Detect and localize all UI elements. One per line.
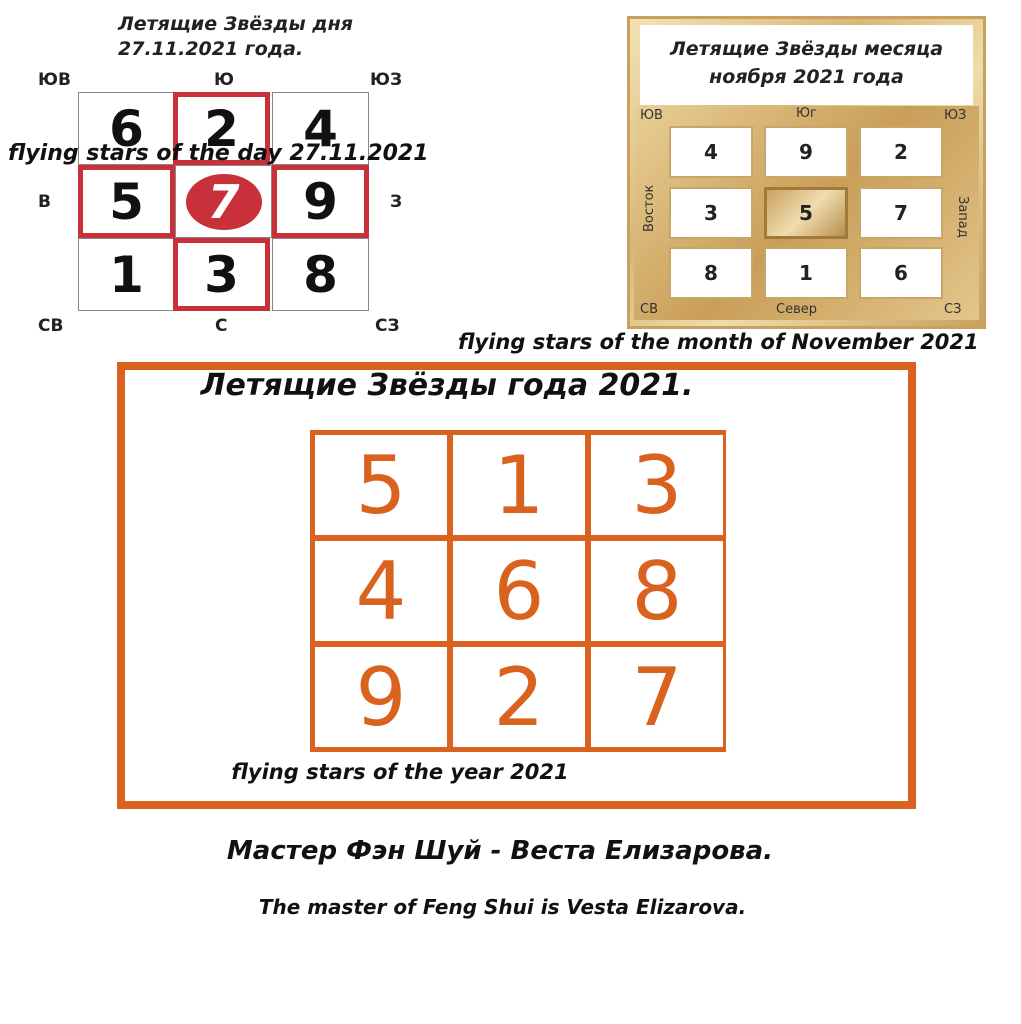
year-cell: 8: [588, 538, 726, 644]
month-dir-south: Юг: [796, 106, 817, 121]
day-dir-northwest: СЗ: [375, 316, 400, 336]
day-dir-southeast: ЮВ: [38, 70, 71, 90]
year-cell: 1: [450, 432, 588, 538]
year-cell: 4: [312, 538, 450, 644]
year-caption: flying stars of the year 2021: [231, 760, 569, 784]
month-title-line2: ноября 2021 года: [709, 66, 904, 88]
day-cell: 1: [78, 238, 175, 311]
day-title-line2: 27.11.2021 года.: [118, 38, 304, 60]
year-cell-center: 6: [450, 538, 588, 644]
month-dir-west: Запад: [955, 196, 970, 238]
day-dir-west: З: [390, 192, 403, 212]
day-cell: 9: [272, 165, 369, 238]
day-cell: 6: [78, 92, 175, 165]
day-caption: flying stars of the day 27.11.2021: [8, 141, 429, 166]
day-cell-center: [175, 165, 272, 238]
month-dir-southwest: ЮЗ: [944, 108, 967, 123]
month-dir-north: Север: [776, 302, 817, 317]
month-dir-east: Восток: [642, 184, 657, 232]
month-cell: 1: [764, 247, 848, 299]
month-chart-title: [640, 35, 973, 91]
year-star-grid: [310, 430, 726, 752]
year-cell: 2: [450, 644, 588, 750]
day-star-grid: [78, 92, 369, 311]
month-dir-northeast: СВ: [640, 302, 658, 317]
year-cell: 5: [312, 432, 450, 538]
year-cell: 7: [588, 644, 726, 750]
month-dir-northwest: СЗ: [944, 302, 962, 317]
day-chart-title: [118, 12, 353, 62]
month-cell-center: 5: [764, 187, 848, 239]
month-dir-southeast: ЮВ: [640, 108, 663, 123]
day-cell: 4: [272, 92, 369, 165]
month-cell: 9: [764, 126, 848, 178]
day-dir-south: Ю: [214, 70, 234, 90]
day-title-line1: Летящие Звёзды дня: [118, 13, 353, 35]
author-line-russian: Мастер Фэн Шуй - Веста Елизарова.: [226, 836, 774, 866]
day-dir-southwest: ЮЗ: [370, 70, 403, 90]
year-cell: 3: [588, 432, 726, 538]
month-title-line1: Летящие Звёзды месяца: [669, 38, 944, 60]
day-cell: 2: [173, 92, 270, 165]
day-dir-north: С: [215, 316, 228, 336]
author-line-english: The master of Feng Shui is Vesta Elizarova.: [258, 895, 747, 919]
year-cell: 9: [312, 644, 450, 750]
day-cell: 3: [173, 238, 270, 311]
day-dir-northeast: СВ: [38, 316, 64, 336]
month-cell: 8: [669, 247, 753, 299]
year-chart-title: Летящие Звёзды года 2021.: [200, 368, 694, 403]
day-cell: 8: [272, 238, 369, 311]
day-center-star-circle: 7: [186, 174, 262, 230]
day-cell: 5: [78, 165, 175, 238]
month-cell: 7: [859, 187, 943, 239]
month-cell: 3: [669, 187, 753, 239]
month-caption: flying stars of the month of November 2021: [458, 330, 979, 354]
day-dir-east: В: [38, 192, 51, 212]
month-cell: 6: [859, 247, 943, 299]
month-cell: 2: [859, 126, 943, 178]
month-cell: 4: [669, 126, 753, 178]
